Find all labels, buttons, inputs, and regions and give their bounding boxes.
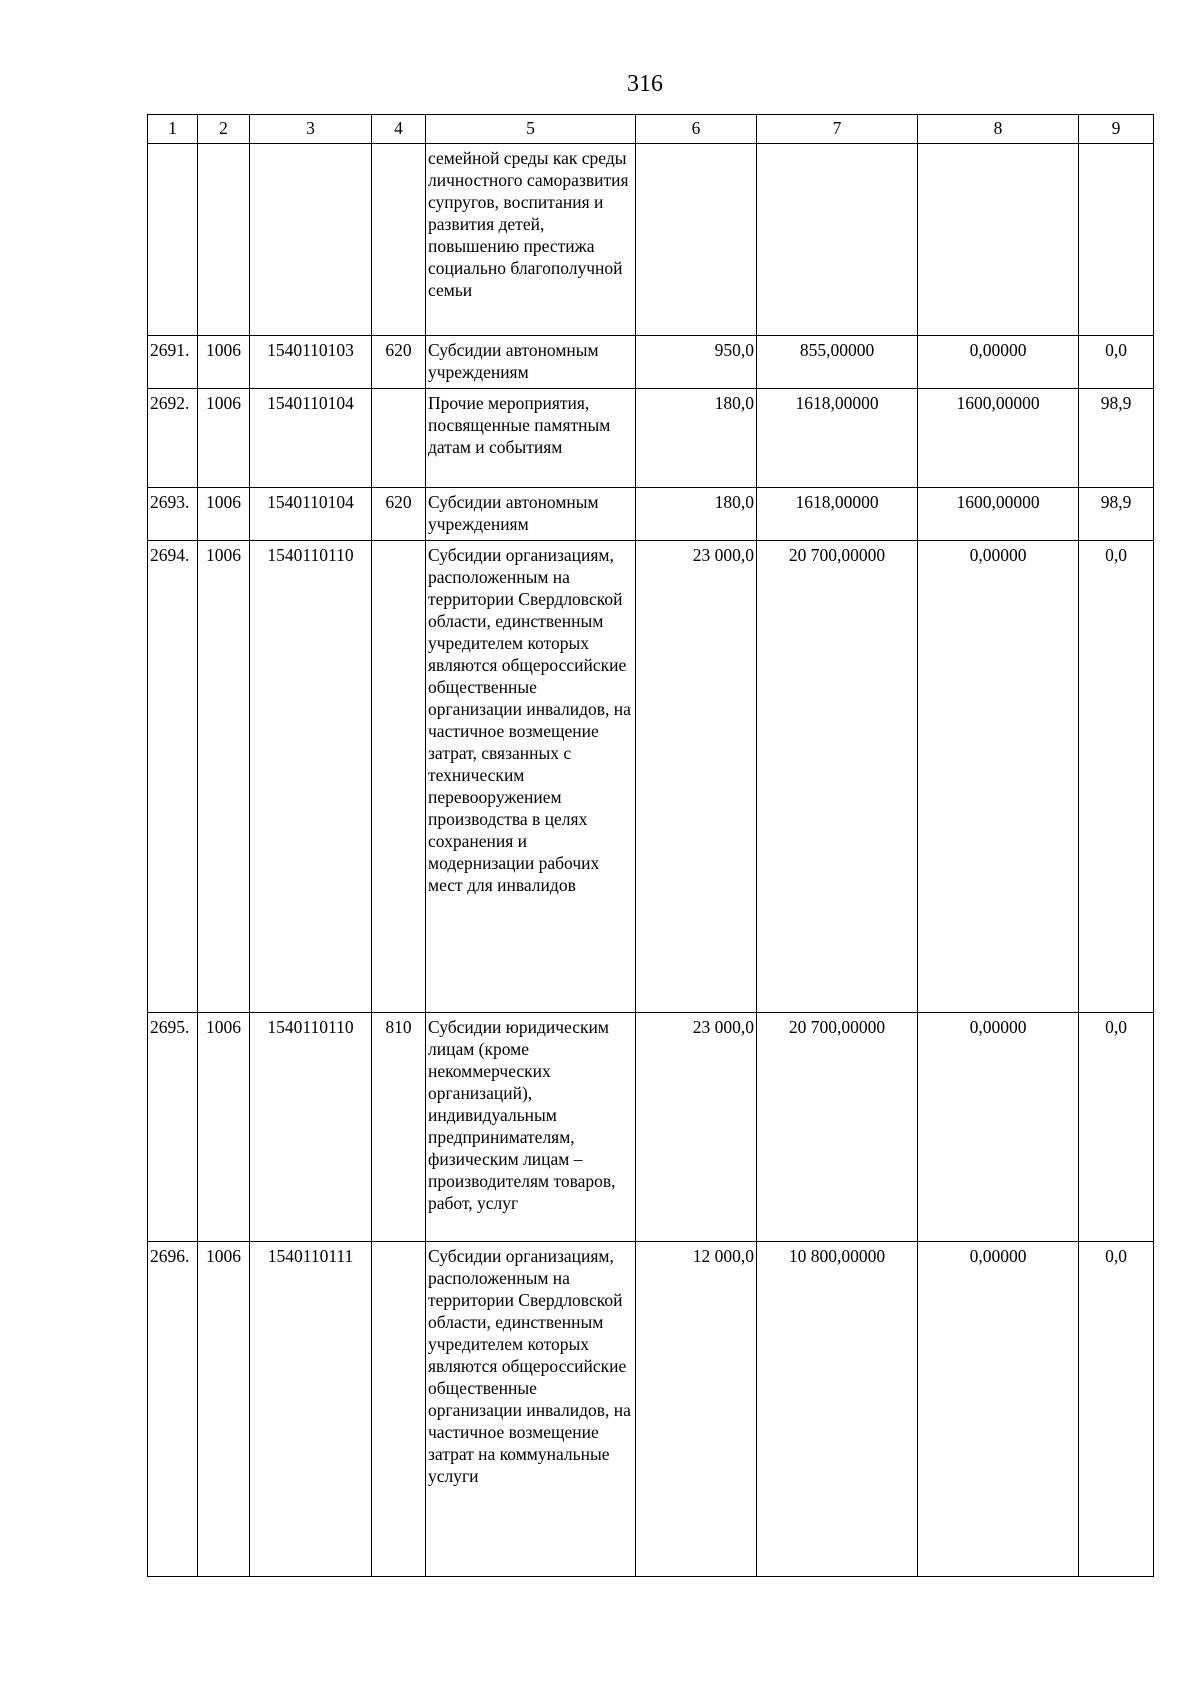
table-row: [148, 389, 1154, 488]
budget-table: [147, 114, 1154, 1577]
plan-amount: 12 000,0: [636, 1242, 757, 1577]
execution-percent: 0,0: [1079, 541, 1154, 1013]
item-name: Субсидии юридическим лицам (кроме некоммерческих организаций), индивидуальным предпринимателям, физическим лицам – производителям товаров, работ, услуг: [426, 1013, 636, 1242]
executed-amount: 0,00000: [918, 1242, 1079, 1577]
approved-amount: 10 800,00000: [757, 1242, 918, 1577]
table-row: [148, 488, 1154, 541]
plan-amount: 180,0: [636, 488, 757, 541]
item-name: Субсидии автономным учреждениям: [426, 336, 636, 389]
row-number: 2696.: [148, 1242, 198, 1577]
target-code: 1540110104: [250, 488, 372, 541]
execution-percent: [1079, 144, 1154, 336]
approved-amount: 855,00000: [757, 336, 918, 389]
target-code: 1540110111: [250, 1242, 372, 1577]
approved-amount: [757, 144, 918, 336]
execution-percent: 98,9: [1079, 389, 1154, 488]
execution-percent: 0,0: [1079, 336, 1154, 389]
row-number: 2691.: [148, 336, 198, 389]
target-code: 1540110110: [250, 1013, 372, 1242]
item-name: Субсидии организациям, расположенным на территории Свердловской области, единственным учредителем которых являются общероссийские общественные организации инвалидов, на частичное возмещение затрат на коммунальные услуги: [426, 1242, 636, 1577]
column-header: 4: [372, 115, 426, 144]
table-row: [148, 144, 1154, 336]
plan-amount: 23 000,0: [636, 541, 757, 1013]
executed-amount: [918, 144, 1079, 336]
item-name: Субсидии организациям, расположенным на территории Свердловской области, единственным учредителем которых являются общероссийские общественные организации инвалидов, на частичное возмещение затрат, связанных с техническим перевооружением производства в целях сохранения и модернизации рабочих мест для инвалидов: [426, 541, 636, 1013]
table-row: [148, 1013, 1154, 1242]
page-number: 316: [627, 71, 663, 97]
approved-amount: 1618,00000: [757, 389, 918, 488]
executed-amount: 0,00000: [918, 336, 1079, 389]
column-header: 2: [198, 115, 250, 144]
expense-type-code: 620: [372, 336, 426, 389]
executed-amount: 1600,00000: [918, 389, 1079, 488]
column-header: 9: [1079, 115, 1154, 144]
plan-amount: 950,0: [636, 336, 757, 389]
approved-amount: 20 700,00000: [757, 541, 918, 1013]
item-name: Прочие мероприятия, посвященные памятным датам и событиям: [426, 389, 636, 488]
section-code: 1006: [198, 389, 250, 488]
section-code: 1006: [198, 488, 250, 541]
column-header: 1: [148, 115, 198, 144]
target-code: 1540110104: [250, 389, 372, 488]
target-code: 1540110103: [250, 336, 372, 389]
column-header: 5: [426, 115, 636, 144]
target-code: [250, 144, 372, 336]
execution-percent: 98,9: [1079, 488, 1154, 541]
item-name: семейной среды как среды личностного саморазвития супругов, воспитания и развития детей, повышению престижа социально благополучной семьи: [426, 144, 636, 336]
column-header: 6: [636, 115, 757, 144]
approved-amount: 20 700,00000: [757, 1013, 918, 1242]
column-header: 3: [250, 115, 372, 144]
plan-amount: 180,0: [636, 389, 757, 488]
section-code: [198, 144, 250, 336]
column-header: 7: [757, 115, 918, 144]
row-number: 2695.: [148, 1013, 198, 1242]
header-row: [148, 115, 1154, 144]
section-code: 1006: [198, 1013, 250, 1242]
row-number: [148, 144, 198, 336]
target-code: 1540110110: [250, 541, 372, 1013]
row-number: 2693.: [148, 488, 198, 541]
row-number: 2694.: [148, 541, 198, 1013]
execution-percent: 0,0: [1079, 1242, 1154, 1577]
expense-type-code: [372, 389, 426, 488]
expense-type-code: [372, 541, 426, 1013]
plan-amount: [636, 144, 757, 336]
section-code: 1006: [198, 541, 250, 1013]
expense-type-code: 620: [372, 488, 426, 541]
executed-amount: 0,00000: [918, 541, 1079, 1013]
expense-type-code: [372, 144, 426, 336]
row-number: 2692.: [148, 389, 198, 488]
table-row: [148, 541, 1154, 1013]
executed-amount: 1600,00000: [918, 488, 1079, 541]
expense-type-code: [372, 1242, 426, 1577]
table-row: [148, 336, 1154, 389]
column-header: 8: [918, 115, 1079, 144]
execution-percent: 0,0: [1079, 1013, 1154, 1242]
item-name: Субсидии автономным учреждениям: [426, 488, 636, 541]
expense-type-code: 810: [372, 1013, 426, 1242]
table-row: [148, 1242, 1154, 1577]
plan-amount: 23 000,0: [636, 1013, 757, 1242]
section-code: 1006: [198, 1242, 250, 1577]
approved-amount: 1618,00000: [757, 488, 918, 541]
section-code: 1006: [198, 336, 250, 389]
executed-amount: 0,00000: [918, 1013, 1079, 1242]
